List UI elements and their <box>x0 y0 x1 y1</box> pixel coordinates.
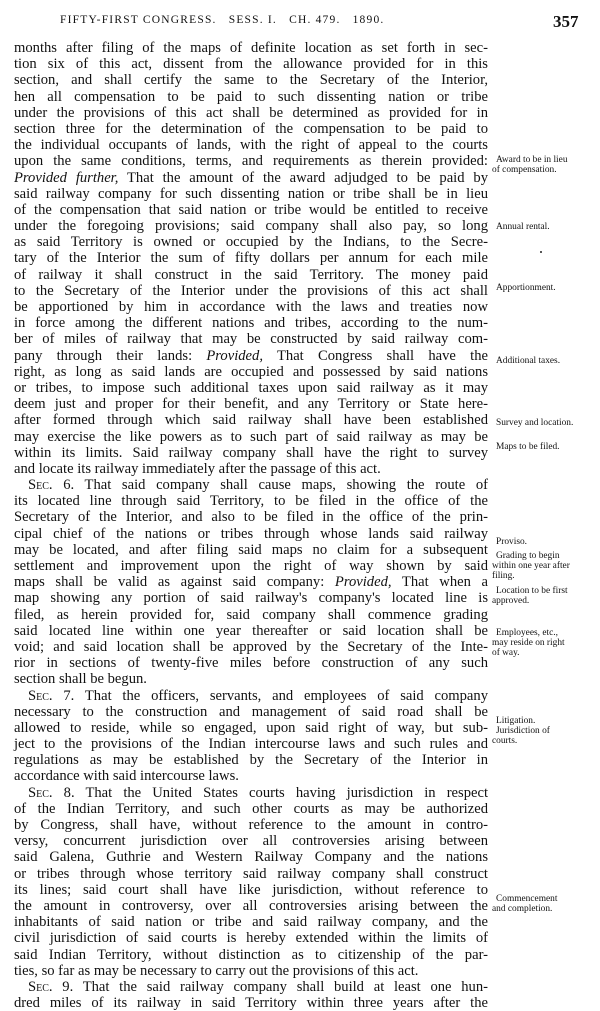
text-line: or tribes, to impose such additional taxes upon said railway as it may <box>14 379 488 396</box>
text-line: said railway company for such dissenting nation or tribe shall be in lieu <box>14 185 488 202</box>
text-line: versy, concurrent jurisdiction over all controversies arising between <box>14 833 488 850</box>
text-fragment: That the United States courts having jurisdiction in respect <box>85 784 489 801</box>
text-line: section shall be begun. <box>14 671 147 688</box>
margin-note-rental: Annual rental. <box>496 222 550 232</box>
text-line: ber of miles of railway that may be constructed by said railway com- <box>14 331 488 348</box>
margin-note-award: Award to be in lieu of compensation. <box>492 155 568 176</box>
text-line: hen all compensation to be paid to such dissenting nation or tribe <box>14 88 488 105</box>
provided-italic: Provided, <box>206 347 263 364</box>
text-line: months after filing of the maps of definite location as set forth in sec- <box>14 40 488 56</box>
margin-note-maps: Maps to be filed. <box>496 442 560 452</box>
body-text <box>14 40 488 1011</box>
text-line: ject to the provisions of the Indian intercourse laws and such rules and <box>14 736 488 753</box>
text-line: may exercise the like powers as to such part of said railway as may be <box>14 428 488 445</box>
text-line: filed, as herein provided for, said company shall commence grading <box>14 606 488 623</box>
text-line: settlement and improvement upon the right of way shown by said <box>14 558 488 574</box>
text-line: cipal chief of the nations or tribes through whose lands said railway <box>14 525 488 542</box>
text-line <box>14 170 488 186</box>
text-fragment: That the officers, servants, and employees of said company <box>84 687 489 704</box>
text-line: said Galena, Guthrie and Western Railway Company and the nations <box>14 849 488 866</box>
text-line: Secretary of the Interior, and also to be filed in the office of the prin- <box>14 509 488 526</box>
text-line: map showing any portion of said railway's company's located line is <box>14 590 488 607</box>
text-line: accordance with said intercourse laws. <box>14 768 239 785</box>
section-8-heading: Sec. 8. <box>28 784 75 801</box>
text-line: within its limits. Said railway company shall have the right to survey <box>14 444 488 461</box>
text-line: said Indian Territory, without distinction as to citizenship of the par- <box>14 946 488 963</box>
text-line: right, as long as said lands are occupied and possessed by said nations <box>14 363 488 380</box>
text-line: the individual occupants of lands, with the right of appeal to the courts <box>14 137 488 154</box>
text-line: section three for the determination of the compensation to be paid to <box>14 120 488 137</box>
text-fragment: That the amount of the award adjudged to be paid by <box>127 169 488 186</box>
text-line: in force among the different nations and tribes, according to the num- <box>14 315 488 332</box>
text-line <box>14 979 488 995</box>
provided-further-italic: Provided further, <box>14 169 119 186</box>
text-line: ties, so far as may be necessary to carry out the provisions of this act. <box>14 962 419 979</box>
text-line: tary of the Interior the sum of fifty dollars per annum for each mile <box>14 250 488 267</box>
text-line: the amount in controversy, over all controversies arising between the <box>14 897 488 914</box>
margin-note-taxes: Additional taxes. <box>496 356 561 366</box>
text-line <box>14 477 488 493</box>
text-fragment: That the said railway company shall build at least one hun- <box>82 978 489 995</box>
year-label: 1890. <box>352 14 385 26</box>
text-line: civil jurisdiction of said courts is hereby extended within the limits of <box>14 930 488 947</box>
text-fragment: That when a <box>401 574 488 591</box>
chapter-label: CH. 479. <box>289 14 341 26</box>
text-line: to the Secretary of the Interior under the provisions of this act shall <box>14 282 488 299</box>
margin-note-commencement: Commencement and completion. <box>492 894 558 915</box>
text-line: void; and said location shall be approved by the Secretary of the Inte- <box>14 638 488 655</box>
text-line: under the provisions of this act shall be determined as provided for in <box>14 104 488 121</box>
text-line: may be located, and after filing said maps no claim for a subsequent <box>14 541 488 558</box>
text-line: allowed to reside, while so engaged, upon said right of way, but sub- <box>14 719 488 736</box>
text-line: said located line within one year thereafter or said location shall be <box>14 622 488 639</box>
text-line: as said Territory is owned or occupied by the Indians, to the Secre- <box>14 234 488 251</box>
text-line: regulations as may be established by the Secretary of the Interior in <box>14 752 488 769</box>
congress-label: FIFTY-FIRST CONGRESS. <box>60 14 217 26</box>
margin-note-litigation: Litigation. Jurisdiction of courts. <box>492 716 550 747</box>
text-line: deem just and proper for their benefit, and any Territory or State here- <box>14 396 488 413</box>
text-line: rior in sections of twenty-five miles before construction of any such <box>14 655 488 672</box>
margin-note-location: Location to be first approved. <box>492 586 568 607</box>
text-line <box>14 348 488 364</box>
section-9-heading: Sec. 9. <box>28 978 74 995</box>
provided-italic: Provided, <box>334 574 392 591</box>
text-line: or tribes through whose territory said railway company shall construct <box>14 865 488 882</box>
page-number: 357 <box>553 12 579 31</box>
text-line: upon the same conditions, terms, and requirements as therein provided: <box>14 153 488 170</box>
section-7-heading: Sec. 7. <box>28 687 75 704</box>
text-fragment: pany through their lands: <box>14 347 193 364</box>
print-speck <box>540 251 542 253</box>
text-line: section, and shall certify the same to the Secretary of the Interior, <box>14 72 488 89</box>
margin-note-survey: Survey and location. <box>496 418 574 428</box>
page-header <box>0 14 600 34</box>
session-label: SESS. I. <box>228 14 277 26</box>
margin-note-apportionment: Apportionment. <box>496 283 556 293</box>
text-line: its lines; said court shall have like jurisdiction, without reference to <box>14 881 488 898</box>
section-6-heading: Sec. 6. <box>28 477 75 494</box>
text-line: by Congress, shall have, without reference to the amount in contro- <box>14 817 488 833</box>
text-fragment: That Congress shall have the <box>276 347 488 364</box>
text-line: of the Indian Territory, and such other courts as may be authorized <box>14 800 488 817</box>
text-line: tion six of this act, dissent from the allowance provided for in this <box>14 56 488 73</box>
text-line: after formed through which said railway shall have been established <box>14 412 488 429</box>
margin-note-grading: Grading to begin within one year after filing. <box>492 551 570 582</box>
text-line: dred miles of its railway in said Territory within three years after the <box>14 995 488 1011</box>
text-line: be apportioned by him in accordance with the laws and treaties now <box>14 299 488 315</box>
text-line: under the foregoing provisions; said company shall also pay, so long <box>14 218 488 235</box>
text-fragment: That said company shall cause maps, showing the route of <box>84 477 488 494</box>
running-head <box>60 14 392 26</box>
text-line: necessary to the construction and management of said road shall be <box>14 703 488 720</box>
text-line: of railway it shall construct in the said Territory. The money paid <box>14 266 488 283</box>
text-fragment: maps shall be valid as against said company: <box>14 574 325 591</box>
text-line: and locate its railway immediately after the passage of this act. <box>14 460 381 477</box>
text-line: of the compensation that said nation or tribe would be entitled to receive <box>14 201 488 218</box>
margin-note-employees: Employees, etc., may reside on right of way. <box>492 628 565 659</box>
text-line <box>14 688 488 704</box>
text-line <box>14 785 488 801</box>
text-line <box>14 574 488 590</box>
text-line: its located line through said Territory, to be filed in the office of the <box>14 493 488 510</box>
text-line: inhabitants of said nation or tribe and said railway company, and the <box>14 914 488 931</box>
margin-note-proviso: Proviso. <box>496 537 527 547</box>
